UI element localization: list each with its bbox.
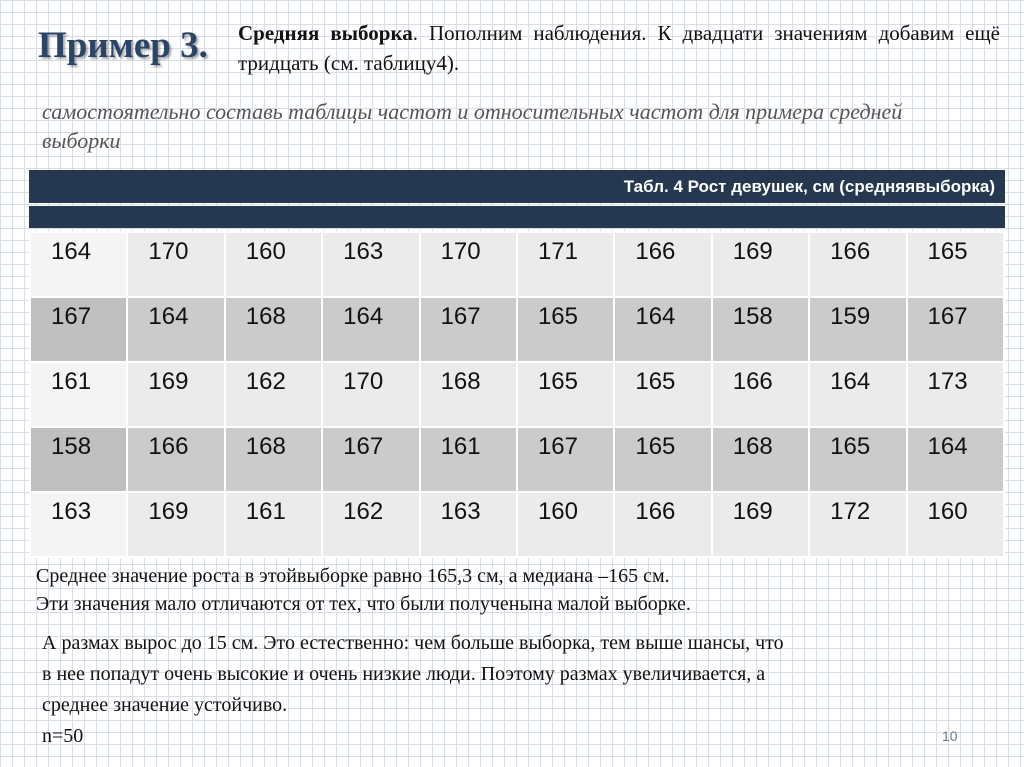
table-cell: 160 bbox=[517, 492, 614, 557]
table-cell: 168 bbox=[225, 427, 322, 492]
table-cell: 169 bbox=[712, 232, 809, 297]
table-row bbox=[30, 297, 1004, 362]
table-cell: 163 bbox=[420, 492, 517, 557]
table-caption: Табл. 4 Рост девушек, см (средняявыборка) bbox=[29, 170, 1005, 203]
summary-line: Эти значения мало отличаются от тех, что были полученына малой выборке. bbox=[36, 593, 691, 615]
table-cell: 167 bbox=[907, 297, 1004, 362]
conclusion-line: в нее попадут очень высокие и очень низкие люди. Поэтому размах увеличивается, а bbox=[42, 663, 766, 685]
height-table bbox=[29, 170, 1005, 558]
table-cell: 163 bbox=[30, 492, 127, 557]
table-cell: 166 bbox=[712, 362, 809, 427]
table-row bbox=[30, 362, 1004, 427]
conclusion-line: среднее значение устойчиво. bbox=[42, 694, 288, 716]
table-cell: 170 bbox=[127, 232, 224, 297]
table-cell: 160 bbox=[907, 492, 1004, 557]
sample-size: n=50 bbox=[42, 725, 84, 747]
table-cell: 168 bbox=[420, 362, 517, 427]
table-cell: 161 bbox=[225, 492, 322, 557]
intro-paragraph bbox=[238, 18, 1000, 78]
table-cell: 173 bbox=[907, 362, 1004, 427]
table-cell: 166 bbox=[614, 232, 711, 297]
table-cell: 164 bbox=[614, 297, 711, 362]
page-number: 10 bbox=[942, 728, 958, 744]
table-cell: 163 bbox=[322, 232, 419, 297]
table-cell: 165 bbox=[517, 362, 614, 427]
table-cell: 166 bbox=[809, 232, 906, 297]
table-cell: 164 bbox=[907, 427, 1004, 492]
table-cell: 162 bbox=[225, 362, 322, 427]
task-instruction: самостоятельно составь таблицы частот и относительных частот для примера средней выборки bbox=[42, 99, 903, 153]
table-cell: 172 bbox=[809, 492, 906, 557]
table-cell: 170 bbox=[322, 362, 419, 427]
table-cell: 165 bbox=[907, 232, 1004, 297]
table-cell: 165 bbox=[809, 427, 906, 492]
table-cell: 162 bbox=[322, 492, 419, 557]
table-row bbox=[30, 427, 1004, 492]
table-cell: 164 bbox=[30, 232, 127, 297]
table-cell: 167 bbox=[322, 427, 419, 492]
table-cell: 161 bbox=[420, 427, 517, 492]
table-cell: 158 bbox=[30, 427, 127, 492]
conclusion-line: А размах вырос до 15 см. Это естественно: чем больше выборка, тем выше шансы, что bbox=[42, 632, 784, 654]
table-cell: 169 bbox=[127, 362, 224, 427]
table-cell: 161 bbox=[30, 362, 127, 427]
table-cell: 165 bbox=[614, 427, 711, 492]
table-cell: 167 bbox=[517, 427, 614, 492]
table-cell: 158 bbox=[712, 297, 809, 362]
conclusion-text bbox=[42, 628, 1002, 752]
table-cell: 168 bbox=[712, 427, 809, 492]
summary-line: Среднее значение роста в этойвыборке равно 165,3 см, а медиана –165 см. bbox=[36, 565, 670, 587]
table-cell: 164 bbox=[322, 297, 419, 362]
table-cell: 166 bbox=[127, 427, 224, 492]
table-cell: 164 bbox=[809, 362, 906, 427]
table-header-band bbox=[29, 206, 1005, 228]
table-cell: 167 bbox=[420, 297, 517, 362]
intro-bold-term: Средняя выборка bbox=[238, 21, 413, 45]
table-cell: 165 bbox=[517, 297, 614, 362]
table-cell: 165 bbox=[614, 362, 711, 427]
table-cell: 166 bbox=[614, 492, 711, 557]
table-cell: 168 bbox=[225, 297, 322, 362]
table-cell: 171 bbox=[517, 232, 614, 297]
table-cell: 164 bbox=[127, 297, 224, 362]
table-cell: 160 bbox=[225, 232, 322, 297]
table-cell: 169 bbox=[712, 492, 809, 557]
table-cell: 159 bbox=[809, 297, 906, 362]
table-cell: 170 bbox=[420, 232, 517, 297]
slide-heading: Пример 3. bbox=[38, 25, 208, 66]
table-cell: 167 bbox=[30, 297, 127, 362]
intro-text: . Пополним наблюдения. К двадцати значениям добавим ещё тридцать (см. таблицу4). bbox=[238, 21, 1000, 75]
summary-text bbox=[36, 562, 996, 618]
table-row bbox=[30, 232, 1004, 297]
table-cell: 169 bbox=[127, 492, 224, 557]
table-grid bbox=[29, 231, 1005, 558]
table-row bbox=[30, 492, 1004, 557]
